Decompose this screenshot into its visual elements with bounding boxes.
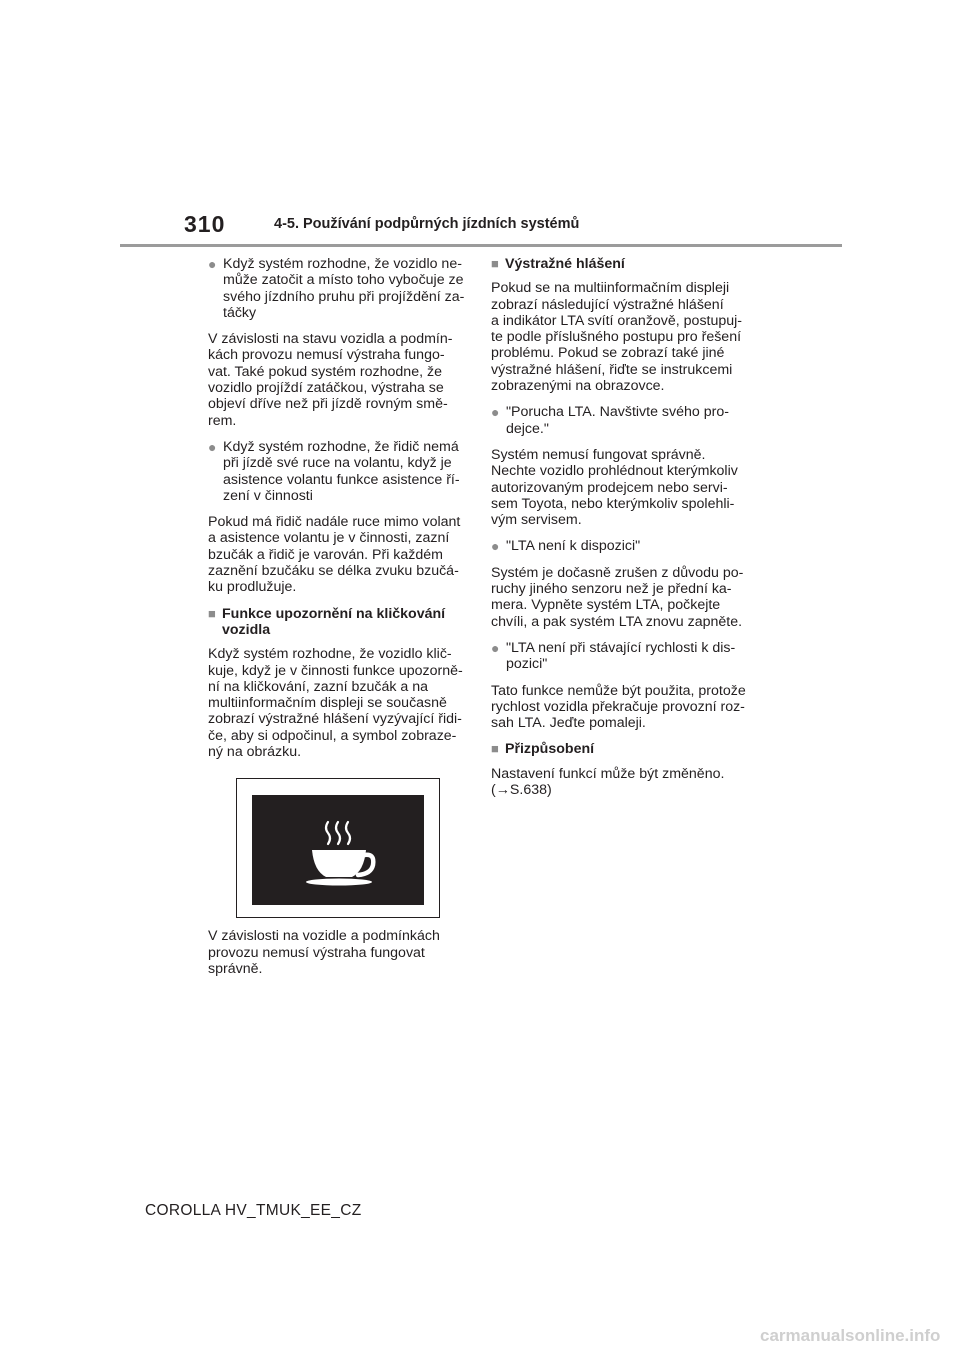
bullet-text: "LTA není při stávající rychlosti k dis- pozici"	[506, 639, 736, 673]
paragraph: Tato funkce nemůže být použita, protože rychlost vozidla překračuje provozní roz- sah LTA. Jeďte pomaleji.	[491, 682, 746, 732]
bullet-text: "Porucha LTA. Navštivte svého pro- dejce."	[506, 404, 729, 437]
paragraph: V závislosti na vozidle a podmínkách provozu nemusí výstraha fungovat správně.	[208, 928, 440, 977]
bullet-text: Když systém rozhodne, že vozidlo ne- může zatočit a místo toho vybočuje ze svého jízdního pruhu při projíždění za- táčky	[223, 256, 465, 321]
bullet-item	[491, 404, 749, 437]
left-column	[208, 256, 466, 987]
bullet-item	[491, 640, 749, 673]
subheading-text: Výstražné hlášení	[505, 256, 625, 272]
square-bullet-icon: ■	[491, 256, 499, 271]
paragraph: Systém nemusí fungovat správně. Nechte vozidlo prohlédnout kterýmkoliv autorizovaným prodejcem nebo servi- sem Toyota, nebo kterýmkoliv spolehli- vým servisem.	[491, 446, 738, 529]
paragraph: V závislosti na stavu vozidla a podmín- kách provozu nemusí výstraha fungo- vat. Také pokud systém rozhodne, že vozidlo projíždí zatáčkou, výstraha se objeví dříve než při jízdě rovným smě- rem.	[208, 331, 453, 429]
square-bullet-icon: ■	[491, 741, 499, 757]
subheading	[491, 741, 749, 757]
figure-frame	[236, 778, 440, 918]
coffee-cup-icon	[252, 795, 424, 905]
right-column	[491, 256, 749, 808]
bullet-icon: ●	[208, 438, 217, 455]
square-bullet-icon: ■	[208, 605, 216, 621]
bullet-item	[208, 256, 466, 321]
bullet-icon: ●	[491, 538, 500, 555]
paragraph: Systém je dočasně zrušen z důvodu po- ruchy jiného senzoru než je přední ka- mera. Vypněte systém LTA, počkejte chvíli, a pak systém LTA znovu zapněte.	[491, 564, 744, 630]
bullet-item	[491, 538, 749, 554]
bullet-icon: ●	[208, 256, 217, 272]
bullet-text: Když systém rozhodne, že řidič nemá při jízdě své ruce na volantu, když je asistence volantu funkce asistence ří- zení v činnosti	[223, 438, 460, 504]
watermark: carmanualsonline.info	[760, 1326, 941, 1345]
bullet-text: "LTA není k dispozici"	[506, 538, 641, 555]
paragraph: Když systém rozhodne, že vozidlo klič- kuje, když je v činnosti funkce upozorně- ní na kličkování, zazní bzučák a na multiinformačním displeji se současně zobrazí výstražné hlášení vyzývající řidi- če, aby si odpočinul, a symbol zobraze- ný na obrázku.	[208, 646, 463, 761]
footer-model-code: COROLLA HV_TMUK_EE_CZ	[145, 1202, 362, 1219]
display-screen	[252, 795, 424, 905]
header-divider	[120, 244, 842, 247]
section-title: 4-5. Používání podpůrných jízdních systémů	[274, 216, 580, 232]
paragraph: Pokud se na multiinformačním displeji zobrazí následující výstražné hlášení a indikátor LTA svítí oranžově, postupuj- te podle příslušného postupu pro řešení problému. Pokud se zobrazí také jiné výstražné hlášení, řiďte se instrukcemi zobrazenými na obrazovce.	[491, 280, 743, 395]
subheading	[208, 606, 466, 639]
subheading-text: Přizpůsobení	[505, 741, 595, 758]
bullet-icon: ●	[491, 639, 500, 656]
subheading	[491, 256, 749, 272]
subheading-text: Funkce upozornění na kličkování vozidla	[222, 605, 446, 638]
page-number: 310	[184, 211, 226, 237]
bullet-icon: ●	[491, 404, 500, 421]
paragraph: Pokud má řidič nadále ruce mimo volant a asistence volantu je v činnosti, zazní bzučák a řidič je varován. Při každém zaznění bzučáku se délka zvuku bzučá- ku prodlužuje.	[208, 514, 461, 596]
page-reference: Nastavení funkcí může být změněno. (→S.638)	[491, 765, 725, 799]
bullet-item	[208, 439, 466, 504]
